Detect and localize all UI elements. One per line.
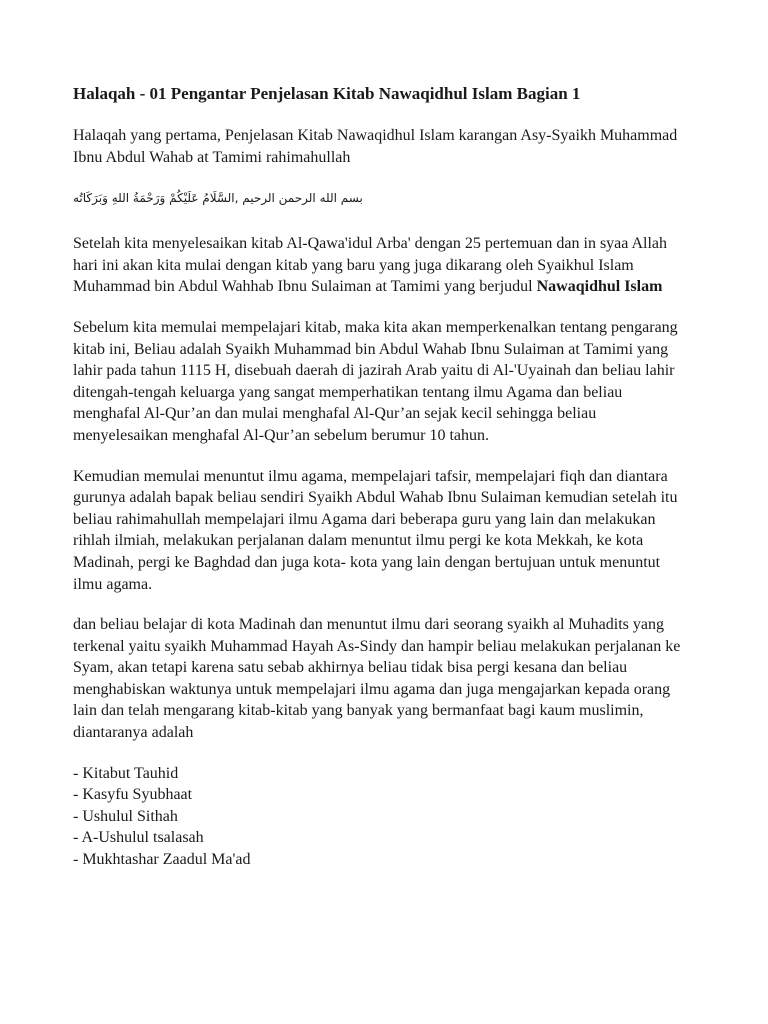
document-title: Halaqah - 01 Pengantar Penjelasan Kitab Nawaqidhul Islam Bagian 1: [73, 84, 581, 103]
book-list: [73, 763, 693, 871]
paragraph-3: Kemudian memulai menuntut ilmu agama, mempelajari tafsir, mempelajari fiqh dan diantara gurunya adalah bapak beliau sendiri Syaikh Abdul Wahab Ibnu Sulaiman kemudian setelah itu beliau rahimahullah mempelajari ilmu Agama dari beberapa guru yang lain dan melakukan rihlah ilmiah, melakukan perjalanan dalam menuntut ilmu pergi ke kota Mekkah, ke kota Madinah, pergi ke Baghdad dan juga kota- kota yang lain dengan bertujuan untuk menuntut ilmu agama.: [73, 467, 678, 593]
arabic-greeting: بسم الله الرحمن الرحيم ,السَّلَامُ عَلَيْكُمْ وَرَحْمَةُ اللهِ وَبَرَكَاتُه: [73, 191, 363, 206]
paragraph-1: [73, 233, 693, 298]
list-item: - A-Ushulul tsalasah: [73, 829, 204, 847]
paragraph-4: dan beliau belajar di kota Madinah dan menuntut ilmu dari seorang syaikh al Muhadits yang terkenal yaitu syaikh Muhammad Hayah As-Sindy dan hampir beliau melakukan perjalanan ke Syam, akan tetapi karena satu sebab akhirnya beliau tidak bisa pergi kesana dan beliau menghabiskan waktunya untuk mempelajari ilmu agama dan juga mengajarkan kepada orang lain dan telah mengarang kitab-kitab yang banyak yang bermanfaat bagi kaum muslimin, diantaranya adalah: [73, 616, 681, 742]
list-item: - Kasyfu Syubhaat: [73, 786, 193, 804]
document-page: [73, 82, 693, 871]
intro-paragraph: Halaqah yang pertama, Penjelasan Kitab Nawaqidhul Islam karangan Asy-Syaikh Muhammad Ibnu Abdul Wahab at Tamimi rahimahullah: [73, 127, 678, 166]
list-item: - Kitabut Tauhid: [73, 764, 179, 782]
book-title-bold: Nawaqidhul Islam: [536, 278, 663, 296]
list-item: - Ushulul Sithah: [73, 807, 178, 825]
paragraph-1-text: Setelah kita menyelesaikan kitab Al-Qawa'idul Arba' dengan 25 pertemuan dan in syaa Allah hari ini akan kita mulai dengan kitab yang baru yang juga dikarang oleh Syaikhul Islam Muhammad bin Abdul Wahhab Ibnu Sulaiman at Tamimi yang berjudul: [73, 235, 668, 296]
list-item: - Mukhtashar Zaadul Ma'ad: [73, 851, 251, 869]
paragraph-2: Sebelum kita memulai mempelajari kitab, maka kita akan memperkenalkan tentang pengarang kitab ini, Beliau adalah Syaikh Muhammad bin Abdul Wahab Ibnu Sulaiman at Tamimi yang lahir pada tahun 1115 H, disebuah daerah di jazirah Arab yaitu di Al-'Uyainah dan beliau lahir ditengah-tengah keluarga yang sangat memperhatikan tentang ilmu Agama dan beliau menghafal Al-Qur’an dan mulai menghafal Al-Qur’an sejak kecil sehingga beliau menyelesaikan menghafal Al-Qur’an sebelum berumur 10 tahun.: [73, 318, 678, 444]
